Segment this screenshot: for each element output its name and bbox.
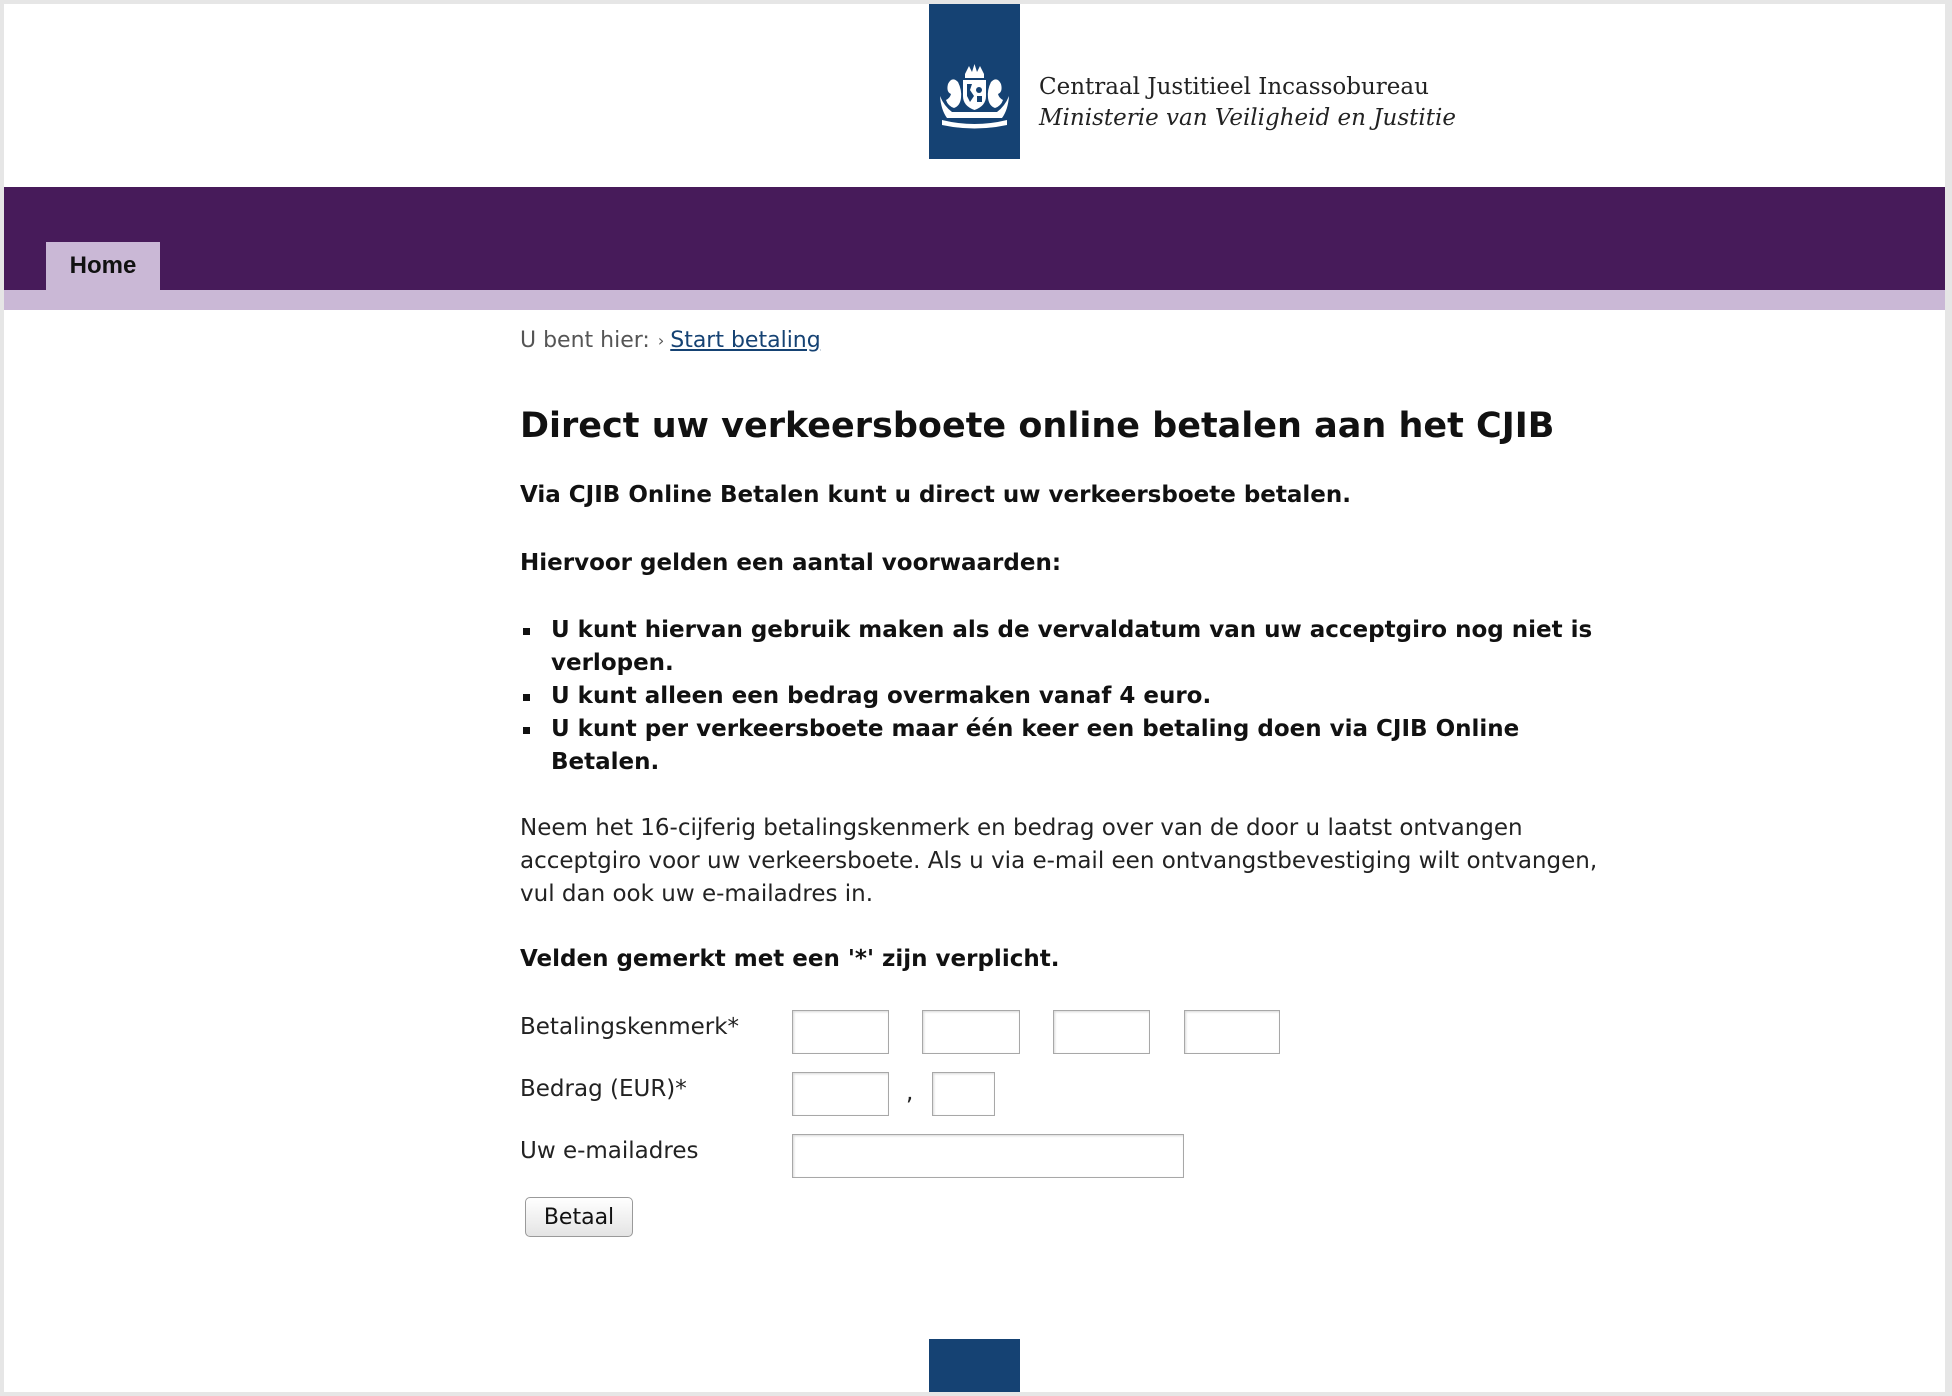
intro-text: Via CJIB Online Betalen kunt u direct uw verkeersboete betalen. <box>520 482 1351 508</box>
page <box>4 4 1945 1392</box>
conditions-heading: Hiervoor gelden een aantal voorwaarden: <box>520 550 1062 576</box>
conditions-list <box>520 614 1610 779</box>
instructions-text: Neem het 16-cijferig betalingskenmerk en bedrag over van de door u laatst ontvangen acceptgiro voor uw verkeersboete. Als u via e-mail een ontvangstbevestiging wilt ontvangen, vul dan ook uw e-mailadres in. <box>520 815 1598 907</box>
org-subtitle: Ministerie van Veiligheid en Justitie <box>1039 105 1456 131</box>
email-input[interactable] <box>792 1134 1184 1178</box>
condition-item: U kunt hiervan gebruik maken als de vervaldatum van uw acceptgiro nog niet is verlopen. <box>520 614 1610 680</box>
nav-tab-home[interactable]: Home <box>46 242 160 290</box>
main-content <box>520 324 1620 1230</box>
logo <box>929 4 1020 159</box>
breadcrumb-prefix: U bent hier: <box>520 327 650 353</box>
org-name-block <box>1039 72 1456 134</box>
amount-euros-input[interactable] <box>792 1072 889 1116</box>
reference-input-2[interactable] <box>922 1010 1020 1054</box>
condition-item: U kunt per verkeersboete maar één keer een betaling doen via CJIB Online Betalen. <box>520 713 1610 779</box>
condition-item: U kunt alleen een bedrag overmaken vanaf 4 euro. <box>520 680 1610 713</box>
coat-of-arms-icon <box>934 62 1015 132</box>
breadcrumb-link-start-betaling[interactable]: Start betaling <box>670 327 821 353</box>
breadcrumb <box>520 324 1620 356</box>
org-name: Centraal Justitieel Incassobureau <box>1039 74 1429 100</box>
submit-button[interactable]: Betaal <box>525 1197 633 1237</box>
reference-input-4[interactable] <box>1184 1010 1280 1054</box>
nav-bar <box>4 187 1945 290</box>
amount-cents-input[interactable] <box>932 1072 995 1116</box>
amount-separator: , <box>906 1080 914 1106</box>
page-title: Direct uw verkeersboete online betalen aan het CJIB <box>520 406 1555 446</box>
amount-label: Bedrag (EUR)* <box>520 1076 687 1102</box>
reference-input-3[interactable] <box>1053 1010 1150 1054</box>
reference-label: Betalingskenmerk* <box>520 1014 740 1040</box>
chevron-right-icon: › <box>657 330 665 350</box>
email-label: Uw e-mailadres <box>520 1138 699 1164</box>
nav-strip <box>4 290 1945 310</box>
reference-input-1[interactable] <box>792 1010 889 1054</box>
required-note: Velden gemerkt met een '*' zijn verplicht. <box>520 946 1060 972</box>
footer-logo-block <box>929 1339 1020 1392</box>
